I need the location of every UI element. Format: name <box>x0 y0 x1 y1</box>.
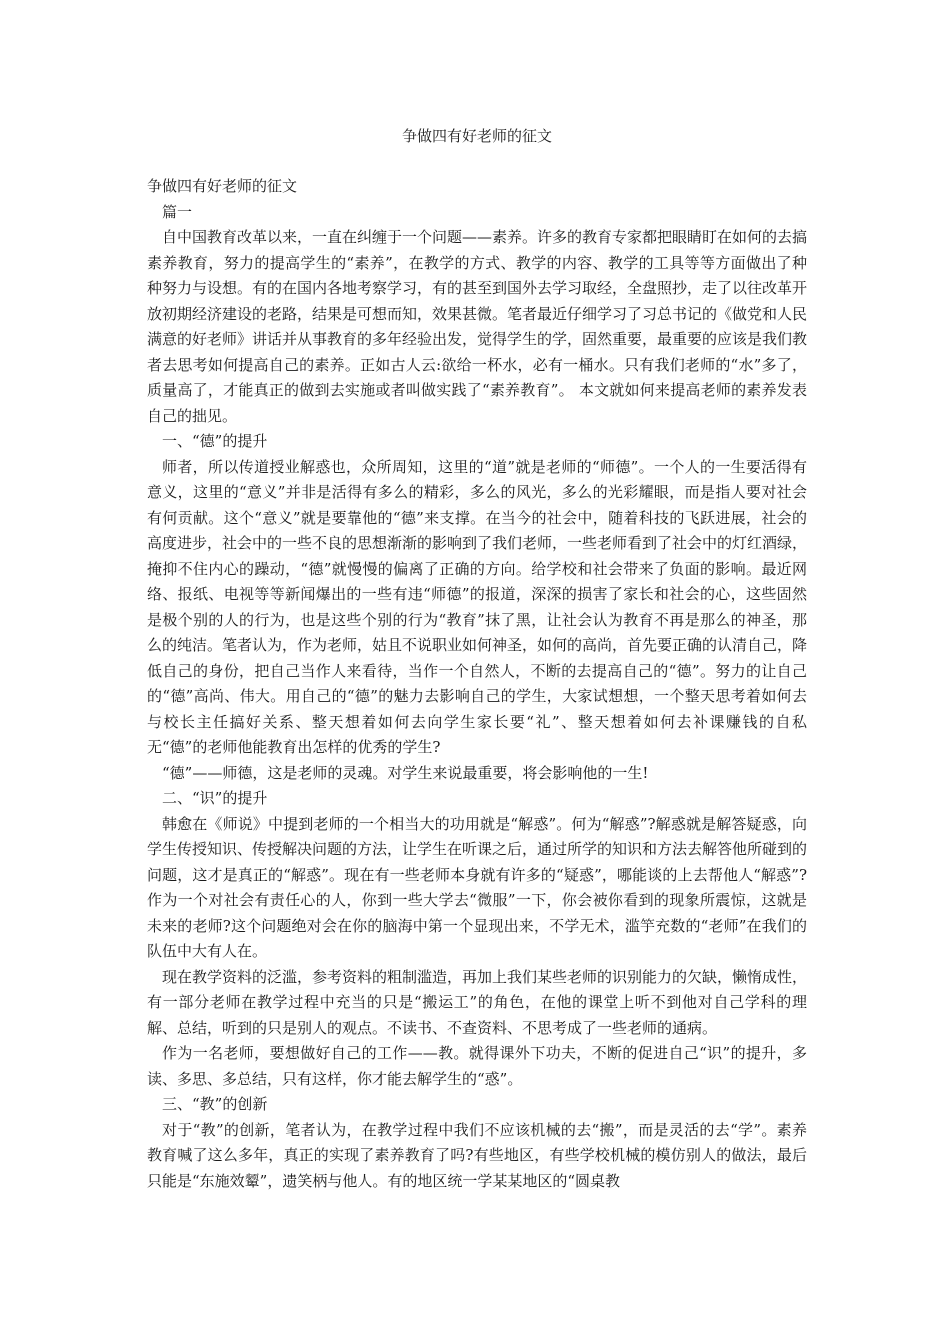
paragraph: “德”——师德，这是老师的灵魂。对学生来说最重要，将会影响他的一生! <box>162 763 649 782</box>
paragraph: 现在教学资料的泛滥，参考资料的粗制滥造，再加上我们某些老师的识别能力的欠缺，懒惰成性，有一部分老师在教学过程中充当的只是“搬运工”的角色，在他的课堂上听不到他对自己学科的理解、总结，听到的只是别人的观点。不读书、不查资料、不思考成了一些老师的通病。 <box>147 967 808 1037</box>
section-heading: 二、“识”的提升 <box>162 789 268 807</box>
document-body <box>147 174 807 1194</box>
page-title: 争做四有好老师的征文 <box>401 127 552 145</box>
paragraph: 自中国教育改革以来，一直在纠缠于一个问题——素养。许多的教育专家都把眼睛盯在如何的去搞素养教育，努力的提高学生的“素养”，在教学的方式、教学的内容、教学的工具等等方面做出了种种努力与设想。有的在国内各地考察学习，有的甚至到国外去学习取经，全盘照抄，走了以往改革开放初期经济建设的老路，结果是可想而知，效果甚微。笔者最近仔细学习了习总书记的《做党和人民满意的好老师》讲话并从事教育的多年经验出发，觉得学生的学，固然重要，最重要的应该是我们教者去思考如何提高自己的素养。正如古人云:欲给一杯水，必有一桶水。只有我们老师的“水”多了，质量高了，才能真正的做到去实施或者叫做实践了“素养教育”。 本文就如何来提高老师的素养发表自己的拙见。 <box>147 228 808 425</box>
paragraph: 对于“教”的创新，笔者认为，在教学过程中我们不应该机械的去“搬”，而是灵活的去“学”。素养教育喊了这么多年，真正的实现了素养教育了吗?有些地区，有些学校机械的模仿别人的做法，最后只能是“东施效颦”，遗笑柄与他人。有的地区统一学某某地区的“圆桌教 <box>147 1120 807 1190</box>
paragraph: 作为一名老师，要想做好自己的工作——教。就得课外下功夫，不断的促进自己“识”的提升，多读、多思、多总结，只有这样，你才能去解学生的“惑”。 <box>147 1044 807 1088</box>
section-heading: 三、“教”的创新 <box>162 1095 268 1113</box>
section-heading: 一、“德”的提升 <box>162 432 268 450</box>
paragraph: 韩愈在《师说》中提到老师的一个相当大的功用就是“解惑”。何为“解惑”?解惑就是解答疑惑，向学生传授知识、传授解决问题的方法，让学生在听课之后，通过所学的知识和方法去解答他所碰到的问题，这才是真正的“解惑”。现在有一些老师本身就有许多的“疑惑”，哪能谈的上去帮他人“解惑”?作为一个对社会有责任心的人，你到一些大学去“微服”一下，你会被你看到的现象所震惊，这就是未来的老师?这个问题绝对会在你的脑海中第一个显现出来，不学无术，滥竽充数的“老师”在我们的队伍中大有人在。 <box>147 814 808 960</box>
document-subtitle: 争做四有好老师的征文 <box>147 177 298 195</box>
section-heading: 篇一 <box>162 202 193 221</box>
paragraph: 师者，所以传道授业解惑也，众所周知，这里的“道”就是老师的“师德”。一个人的一生要活得有意义，这里的“意义”并非是活得有多么的精彩，多么的风光，多么的光彩耀眼，而是指人要对社会有何贡献。这个“意义”就是要靠他的“德”来支撑。在当今的社会中，随着科技的飞跃进展，社会的高度进步，社会中的一些不良的思想渐渐的影响到了我们老师，一些老师看到了社会中的灯红酒绿，掩抑不住内心的躁动，“德”就慢慢的偏离了正确的方向。给学校和社会带来了负面的影响。最近网络、报纸、电视等等新闻爆出的一些有违“师德”的报道，深深的损害了家长和社会的心，这些固然是极个别的人的行为，也是这些个别的行为“教育”抹了黑，让社会认为教育不再是那么的神圣，那么的纯洁。笔者认为，作为老师，姑且不说职业如何神圣，如何的高尚，首先要正确的认清自己，降低自己的身份，把自己当作人来看待，当作一个自然人，不断的去提高自己的“德”。努力的让自己的“德”高尚、伟大。用自己的“德”的魅力去影响自己的学生，大家试想想，一个整天思考着如何去与校长主任搞好关系、整天想着如何去向学生家长要“礼”、整天想着如何去补课赚钱的自私无“德”的老师他能教育出怎样的优秀的学生? <box>147 457 808 756</box>
document-page <box>147 0 807 1344</box>
